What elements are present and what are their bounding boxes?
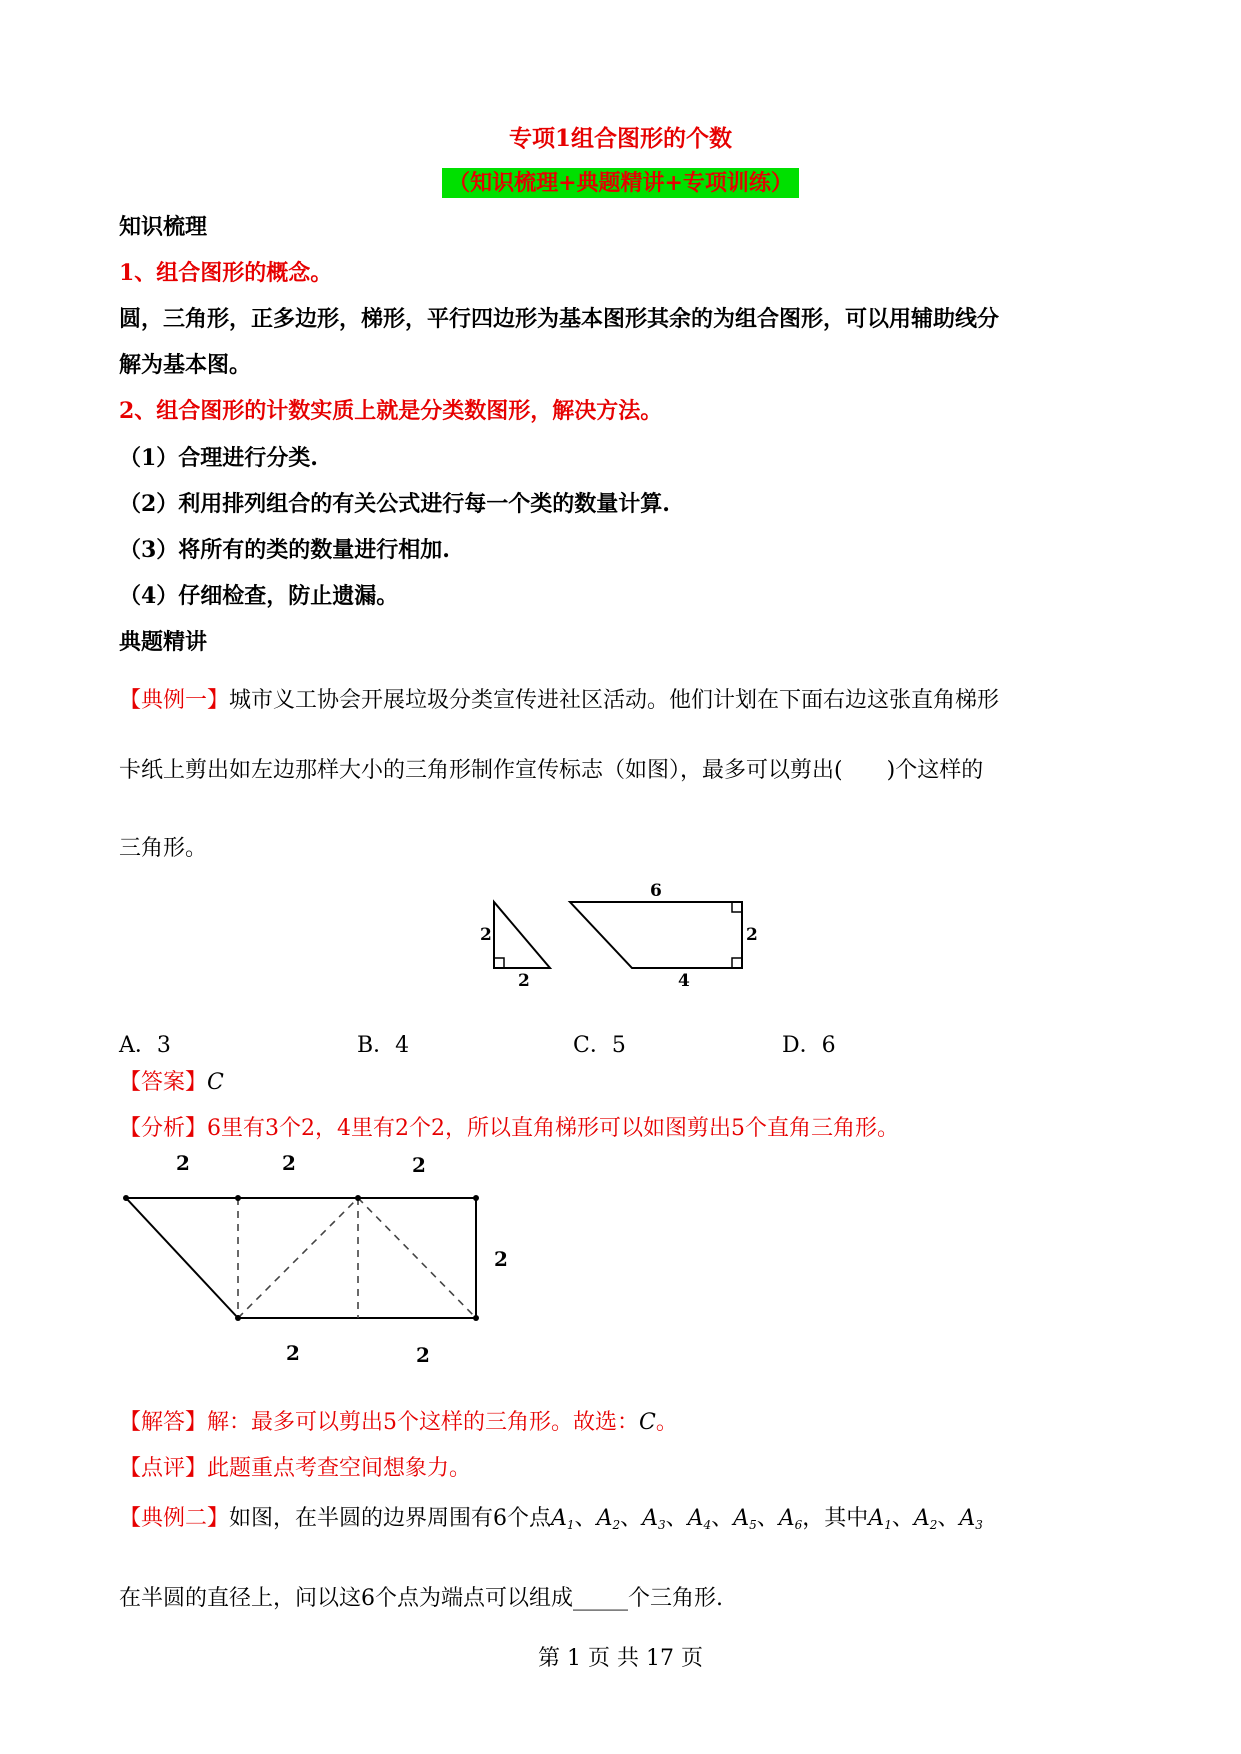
bottom-label-1: 2 bbox=[286, 1341, 300, 1365]
example-1-tag: 【典例一】 bbox=[119, 688, 230, 713]
concept-1-heading: 1、组合图形的概念。 bbox=[119, 260, 333, 286]
page-subtitle: （知识梳理+典题精讲+专项训练） bbox=[442, 168, 799, 198]
top-label-1: 2 bbox=[176, 1151, 190, 1175]
tri-base-label: 2 bbox=[518, 971, 530, 990]
concept-1-body-line1: 圆，三角形，正多边形，梯形，平行四边形为基本图形其余的为组合图形，可以用辅助线分 bbox=[119, 306, 1000, 332]
option-c: C．5 bbox=[573, 1033, 626, 1058]
answer-line: 【答案】C bbox=[119, 1070, 224, 1095]
example-2-tag: 【典例二】 bbox=[119, 1506, 230, 1531]
trap-bottom-label: 4 bbox=[678, 971, 690, 990]
example-1-line2: 卡纸上剪出如左边那样大小的三角形制作宣传标志（如图），最多可以剪出( )个这样的 bbox=[119, 758, 984, 783]
solution-line: 【解答】解：最多可以剪出5个这样的三角形。故选：C。 bbox=[119, 1410, 678, 1435]
example-1-line1: 【典例一】城市义工协会开展垃圾分类宣传进社区活动。他们计划在下面右边这张直角梯形 bbox=[119, 688, 1000, 713]
analysis-line: 【分析】6里有3个2，4里有2个2，所以直角梯形可以如图剪出5个直角三角形。 bbox=[119, 1116, 899, 1141]
tri-side-label: 2 bbox=[480, 925, 492, 945]
example-2-line2: 在半圆的直径上，问以这6个点为端点可以组成_____个三角形. bbox=[119, 1586, 723, 1611]
trap-top-label: 6 bbox=[650, 881, 662, 901]
bottom-label-2: 2 bbox=[416, 1343, 430, 1365]
concept-1-body-line2: 解为基本图。 bbox=[119, 352, 252, 378]
step-2: （2）利用排列组合的有关公式进行每一个类的数量计算. bbox=[119, 491, 670, 517]
option-a: A．3 bbox=[119, 1033, 171, 1058]
step-1: （1）合理进行分类. bbox=[119, 445, 318, 471]
answer-value: C bbox=[207, 1070, 224, 1095]
concept-2-heading: 2、组合图形的计数实质上就是分类数图形，解决方法。 bbox=[119, 398, 663, 424]
cut-diagram-figure bbox=[110, 1150, 530, 1365]
example-2-line1: 【典例二】如图，在半圆的边界周围有6个点$A_1$、$A_2$、$A_3$、$A_4$、$A_5$、$A_6$，其中$A_1$、$A_2$、$A_3$ bbox=[119, 1506, 983, 1532]
section-examples: 典题精讲 bbox=[119, 629, 208, 655]
triangle-trapezoid-figure bbox=[470, 878, 770, 990]
top-label-2: 2 bbox=[282, 1151, 296, 1175]
section-knowledge: 知识梳理 bbox=[119, 214, 208, 240]
option-b: B．4 bbox=[357, 1033, 410, 1058]
answer-blank: ( ) bbox=[834, 758, 896, 783]
option-d: D．6 bbox=[782, 1033, 836, 1058]
top-label-3: 2 bbox=[412, 1153, 426, 1177]
right-trapezoid bbox=[570, 902, 742, 968]
example-1-line3: 三角形。 bbox=[119, 836, 208, 861]
page-footer: 第 1 页 共 17 页 bbox=[538, 1646, 703, 1671]
page-title: 专项1组合图形的个数 bbox=[508, 125, 732, 152]
comment-line: 【点评】此题重点考查空间想象力。 bbox=[119, 1456, 472, 1481]
right-label: 2 bbox=[494, 1247, 508, 1271]
step-3: （3）将所有的类的数量进行相加. bbox=[119, 537, 450, 563]
trap-right-label: 2 bbox=[746, 925, 758, 945]
step-4: （4）仔细检查，防止遗漏。 bbox=[119, 583, 399, 609]
